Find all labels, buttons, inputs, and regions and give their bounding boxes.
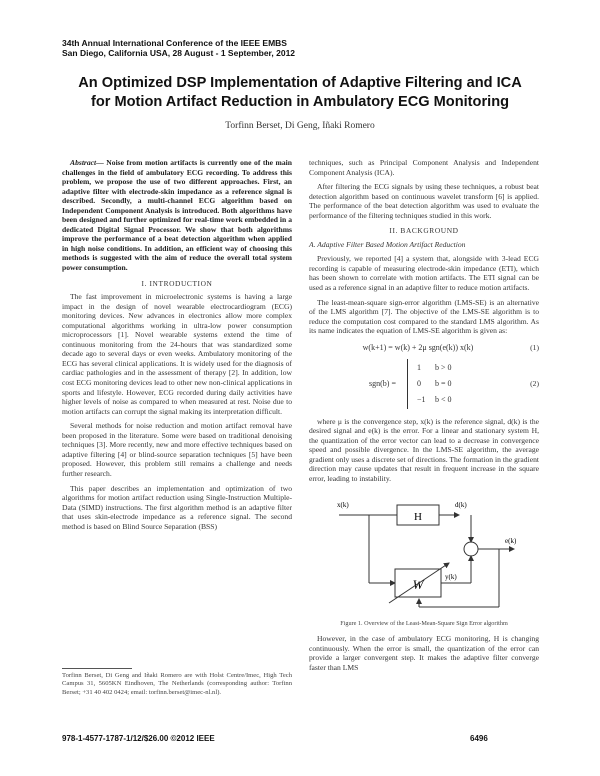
equation-2-brace <box>407 359 414 409</box>
authors: Torfinn Berset, Di Geng, Iñaki Romero <box>225 121 375 131</box>
footnote-rule <box>62 668 132 669</box>
h-label: H <box>414 510 422 523</box>
abstract-text: — Noise from motion artifacts is currently one of the main challenges in the field of ambulatory ECG recording. To address this problem, we propose the use of two different approaches. First, an adaptive filter with electrode-skin impedance as a reference signal is described. Secondly, a multi-channel ECG algorithm based on Independent Component Analysis is introduced. Both algorithms have been designed and further optimized for real-time work embedded in a dedicated Digital Signal Processor. We show that both algorithms improve the performance of a beat detection algorithm when applied in high noise conditions. In addition, an efficient way of choosing this methods is suggested with the aim of reduce the overall total system power consumption. <box>62 158 292 273</box>
equation-2-lhs: sgn(b) = <box>369 378 396 388</box>
equation-1 <box>309 341 539 357</box>
paragraph-convergence: where μ is the convergence step, x(k) is the reference signal, d(k) is the desired signal and e(k) is the error. For a linear and stationary system H, the quantization of the error vector can lead to a decrease in convergence speed and possible divergence. In the LMS-SE algorithm, the average gradient only uses a discrete set of directions. The formation in the gradient direction may cause updates that result in frequent increase in the square error, leading to instability. <box>309 416 539 484</box>
section-heading-introduction: I. INTRODUCTION <box>141 278 213 288</box>
case-row-1: 1 b > 0 <box>417 362 452 372</box>
paragraph-eti: Previously, we reported [4] a system that, alongside with 3-lead ECG recording is capable of measuring electrode-skin impedance (ETI), which has been shown to correlate with motion artifacts. The ETI signal can be used as a reference signal in an adaptive filter to reduce motion artifacts. <box>309 254 539 293</box>
equation-2-number: (2) <box>530 378 539 388</box>
figure-1-caption: Figure 1. Overview of the Least-Mean-Square Sign Error algorithm <box>340 619 508 627</box>
conference-location: San Diego, California USA, 28 August - 1 September, 2012 <box>62 48 296 58</box>
abstract <box>62 158 292 273</box>
intro-paragraph-1: The fast improvement in microelectronic systems is having a large impact in the design of novel wearable electrocardiogram (ECG) monitoring devices. New advances in electronics allow more complex computational algorithms working in ultra-low power consumption microprocessors [1]. Novel wearable systems extend the time of continuous monitoring from the 24-hours that was standardized some decade ago to several days or even weeks. Ambulatory monitoring of the ECG has several clinical applications. It is widely used for the diagnosis of cardiac pathologies and in the assessment of therapy [2]. In addition, low cost ECG monitoring devices lead to other new non-clinical applications in sports and lifestyle. However, ECG recorded during daily activities have higher levels of noise as compared to when measured at rest. Noise due to motion artifacts can corrupt the signal making its interpretation difficult. <box>62 292 292 416</box>
page-number: 6496 <box>470 734 488 743</box>
equation-1-body: w(k+1) = w(k) + 2μ sgn(e(k)) x(k) <box>362 342 474 352</box>
subsection-heading-adaptive-filter: A. Adaptive Filter Based Motion Artifact Reduction <box>309 239 466 249</box>
lms-se-block-diagram <box>309 489 539 617</box>
author-footnote: Torfinn Berset, Di Geng and Iñaki Romero are with Holst Centre/Imec, High Tech Campus 31, 5605KN Eindhoven, The Netherlands (corresponding author: Torfinn Berset; +31 40 402 0424; email: torfinn.berset@imec-nl.nl). <box>62 672 292 696</box>
equation-2 <box>309 359 539 411</box>
paragraph-ambulatory: However, in the case of ambulatory ECG monitoring, H is changing continuously. When the error is small, the quantization of the error can provide a larger convergent step. It makes the adaptive filter converge faster than LMS <box>309 634 539 672</box>
paragraph-beat-detection: After filtering the ECG signals by using these techniques, a robust beat detection algorithm based on continuous wavelet transform [6] is applied. The performance of the beat detection algorithm was used to evaluate the performance of the filtering techniques studied in this work. <box>309 182 539 220</box>
intro-paragraph-3: This paper describes an implementation and optimization of two algorithms for motion artifact reduction using Single-Instruction Multiple-Data (SIMD) instructions. The first algorithm method is an adaptive filter that uses skin-electrode impedance as a reference signal. The second method is based on Blind Source Separation (BSS) <box>62 483 292 531</box>
equation-1-number: (1) <box>530 342 539 352</box>
right-column <box>309 158 539 677</box>
equation-2-cases <box>417 360 452 408</box>
section-heading-background: II. BACKGROUND <box>389 226 459 236</box>
figure-1 <box>309 489 539 617</box>
paragraph-lms-se: The least-mean-square sign-error algorithm (LMS-SE) is an alternative of the LMS algorithm [7]. The objective of the LMS-SE algorithm is to reduce the computation cost compared to the standard LMS algorithm. As its name indicates the equation of LMS-SE algorithm is given as: <box>309 297 539 336</box>
paragraph-continuation: techniques, such as Principal Component Analysis and Independent Component Analysis (ICA). <box>309 158 539 177</box>
conference-name: 34th Annual International Conference of the IEEE EMBS <box>62 38 287 48</box>
title-line-2: for Motion Artifact Reduction in Ambulatory ECG Monitoring <box>90 94 510 110</box>
w-label: W <box>412 576 424 592</box>
y-label: y(k) <box>445 572 457 581</box>
intro-paragraph-2: Several methods for noise reduction and motion artifact removal have been proposed in the literature. Some were based on traditional denoising techniques [3]. More recently, new and more effective techniques based on adaptive filtering [4] or blind-source separation techniques [5] have been proposed. However, this problem still remains a challenge and needs further research. <box>62 421 292 478</box>
summing-junction <box>464 542 478 556</box>
x-label: x(k) <box>337 500 349 509</box>
title-line-1: An Optimized DSP Implementation of Adaptive Filtering and ICA <box>78 75 522 91</box>
d-label: d(k) <box>455 500 467 509</box>
paper-title <box>62 74 538 112</box>
case-row-2: 0 b = 0 <box>417 378 452 388</box>
e-label: e(k) <box>505 536 517 545</box>
left-column <box>62 158 292 536</box>
conference-header <box>62 38 295 58</box>
abstract-label: Abstract <box>70 158 97 167</box>
footer-isbn: 978-1-4577-1787-1/12/$26.00 ©2012 IEEE <box>62 734 215 743</box>
case-row-3: −1 b < 0 <box>417 394 452 404</box>
